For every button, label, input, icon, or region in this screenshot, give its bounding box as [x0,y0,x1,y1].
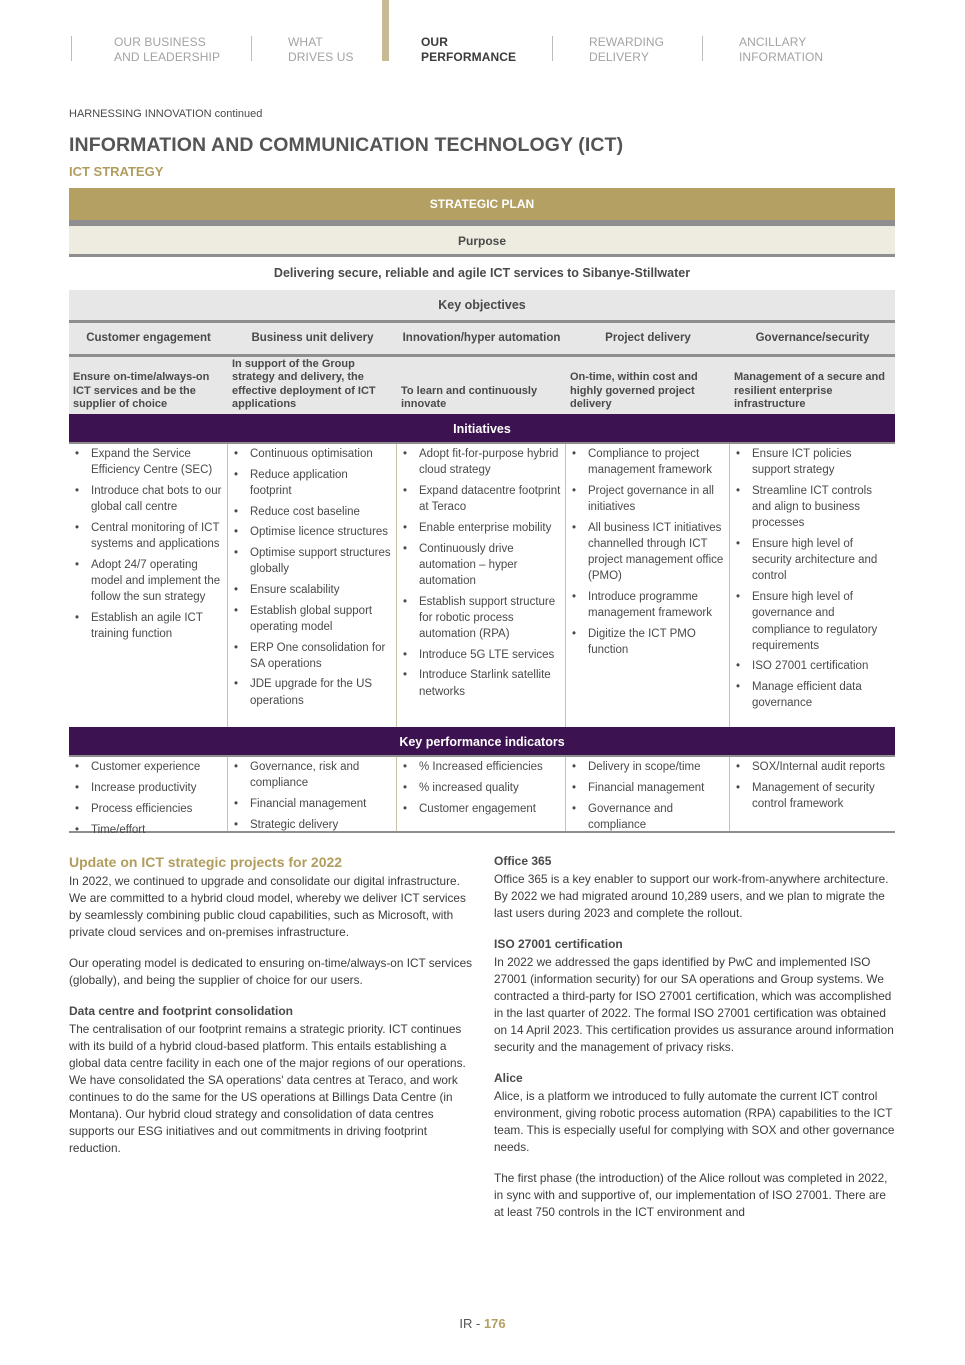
list-item: • Expand the Service Efficiency Centre (SEC) [73,446,223,478]
list-item: • Expand datacentre footprint at Teraco [401,483,561,515]
initiatives-row [69,444,895,727]
strategic-plan-table [69,188,895,836]
section-kicker: HARNESSING INNOVATION continued [69,108,263,120]
list-item: • Optimise licence structures [232,524,392,540]
nav-divider [552,36,553,61]
list-item: • % increased quality [401,780,561,796]
key-objectives-header: Key objectives [69,290,895,323]
page-footer [0,1316,965,1331]
list-item: • Central monitoring of ICT systems and applications [73,520,223,552]
nav-ancillary-information[interactable] [739,35,823,65]
list-item: • All business ICT initiatives channelled through ICT project management office (PMO) [570,520,725,585]
list-item: • Introduce chat bots to our global call centre [73,483,223,515]
list-item: • Adopt fit-for-purpose hybrid cloud strategy [401,446,561,478]
list-item: • Process efficiencies [73,801,223,817]
objective-cell: Ensure on-time/always-on ICT services and be the supplier of choice [73,371,210,411]
nav-label: INFORMATION [739,50,824,64]
nav-label: WHAT [288,35,323,49]
nav-label: REWARDING [589,35,665,49]
paragraph: Alice, is a platform we introduced to fully automate the current ICT control environment, giving robotic process automation (RPA) capabilities to the ICT team. This is especially useful for complying with SOX and other governance needs. [494,1089,895,1154]
initiatives-header: Initiatives [69,414,895,444]
right-column [494,853,898,1235]
kpi-row [69,757,895,836]
list-item: • Optimise support structures globally [232,545,392,577]
column-header: Business unit delivery [251,332,374,344]
list-item: • Ensure ICT policies support strategy [734,446,891,478]
list-item: • Establish an agile ICT training function [73,610,223,642]
subsection-heading: Office 365 [494,854,552,868]
list-item: • Customer experience [73,759,223,775]
list-item: • JDE upgrade for the US operations [232,676,392,708]
column-header: Governance/security [755,332,870,344]
list-item: • Reduce application footprint [232,467,392,499]
nav-divider [251,36,252,61]
list-item: • Management of security control framework [734,780,891,812]
kpi-header: Key performance indicators [69,727,895,757]
objective-cell: To learn and continuously innovate [401,384,538,411]
list-item: • Continuously drive automation – hyper automation [401,541,561,590]
list-item: • Governance and compliance [570,801,725,833]
section-nav [0,0,965,70]
initiatives-cell [566,444,730,727]
nav-label: OUR [421,35,448,49]
list-item: • Ensure high level of security architecture and control [734,536,891,585]
initiatives-cell [730,444,895,727]
page-subtitle: ICT STRATEGY [69,164,164,179]
list-item: • ERP One consolidation for SA operations [232,640,392,672]
page-title: INFORMATION AND COMMUNICATION TECHNOLOGY (ICT) [69,134,624,156]
nav-label: ANCILLARY [739,35,807,49]
list-item: • Compliance to project management framework [570,446,725,478]
list-item: • Time/effort [73,822,223,838]
nav-label: PERFORMANCE [421,50,517,64]
nav-label: DRIVES US [288,50,354,64]
nav-our-performance[interactable] [421,35,516,65]
list-item: • Continuous optimisation [232,446,392,462]
subsection-heading: Data centre and footprint consolidation [69,1004,294,1018]
initiatives-cell [69,444,228,727]
subsection-heading: Alice [494,1071,523,1085]
list-item: • Manage efficient data governance [734,679,891,711]
footer-prefix: IR - [459,1316,484,1331]
list-item: • Governance, risk and compliance [232,759,392,791]
list-item: • Introduce 5G LTE services [401,647,561,663]
objectives-row [69,357,895,414]
list-item: • Financial management [570,780,725,796]
nav-our-business[interactable] [114,35,220,65]
list-item: • Adopt 24/7 operating model and implement the follow the sun strategy [73,557,223,606]
kpi-cell [228,757,397,831]
nav-label: AND LEADERSHIP [114,50,221,64]
nav-divider [71,36,72,61]
list-item: • Ensure high level of governance and compliance to regulatory requirements [734,589,891,654]
paragraph: Our operating model is dedicated to ensuring on-time/always-on ICT services (globally), and being the supplier of choice for our users. [69,956,473,987]
kpi-cell [730,757,895,831]
nav-label: OUR BUSINESS [114,35,206,49]
strategic-plan-header: STRATEGIC PLAN [69,188,895,226]
list-item: • Project governance in all initiatives [570,483,725,515]
paragraph: In 2022, we continued to upgrade and consolidate our digital infrastructure. We are committed to a hybrid cloud model, whereby we deliver ICT services by seamlessly combining public cloud capabilities, such as Microsoft, with private cloud services and on-premises infrastructure. [69,874,466,939]
list-item: • Reduce cost baseline [232,504,392,520]
objective-columns-row [69,323,895,357]
kpi-cell [397,757,566,831]
list-item: • Financial management [232,796,392,812]
column-header: Customer engagement [86,332,211,344]
page-number: 176 [483,1316,506,1331]
list-item: • ISO 27001 certification [734,658,891,674]
list-item: • Increase productivity [73,780,223,796]
list-item: • SOX/Internal audit reports [734,759,891,775]
objective-cell: Management of a secure and resilient enterprise infrastructure [734,371,885,411]
paragraph: The first phase (the introduction) of the Alice rollout was completed in 2022, in sync with and supportive of, our implementation of ISO 27001. There are at least 750 controls in the ICT environment and [494,1171,888,1219]
objective-cell: On-time, within cost and highly governed project delivery [570,371,698,411]
list-item: • Introduce programme management framework [570,589,725,621]
paragraph: Office 365 is a key enabler to support our work-from-anywhere architecture. By 2022 we had migrated around 10,289 users, and we plan to migrate the last users during 2023 and complete the rollout. [494,872,889,920]
list-item: • Customer engagement [401,801,561,817]
list-item: • Establish support structure for robotic process automation (RPA) [401,594,561,643]
nav-divider [702,36,703,61]
list-item: • Establish global support operating model [232,603,392,635]
paragraph: The centralisation of our footprint remains a strategic priority. ICT continues with its build of a hybrid cloud-based platform. This entails establishing a global data centre facility in each one of the major regions of our operations. We have consolidated the SA operations' data centres at Teraco, and work continues to do the same for the US operations at Billings Data Centre (in Montana). Our hybrid cloud strategy and consolidation of data centres supports our ESG initiatives and out commitments in driving footprint reduction. [69,1022,466,1155]
nav-what-drives-us[interactable] [288,35,354,65]
list-item: • Streamline ICT controls and align to business processes [734,483,891,532]
column-header: Project delivery [605,332,691,344]
purpose-header: Purpose [69,226,895,257]
kpi-cell [566,757,730,831]
active-section-marker [382,0,389,61]
kpi-cell [69,757,228,836]
list-item: • Delivery in scope/time [570,759,725,775]
section-heading: Update on ICT strategic projects for 2022 [69,854,343,870]
list-item: • Ensure scalability [232,582,392,598]
nav-rewarding-delivery[interactable] [589,35,664,65]
list-item: • Strategic delivery [232,817,392,833]
list-item: • % Increased efficiencies [401,759,561,775]
left-column [69,853,475,1171]
list-item: • Enable enterprise mobility [401,520,561,536]
nav-label: DELIVERY [589,50,649,64]
list-item: • Digitize the ICT PMO function [570,626,725,658]
initiatives-cell [228,444,397,727]
purpose-text: Delivering secure, reliable and agile ICT services to Sibanye-Stillwater [69,257,895,290]
column-header: Innovation/hyper automation [402,332,561,344]
list-item: • Introduce Starlink satellite networks [401,667,561,699]
subsection-heading: ISO 27001 certification [494,937,623,951]
paragraph: In 2022 we addressed the gaps identified by PwC and implemented ISO 27001 (information security) for our SA operations and Group systems. We contracted a third-party for ISO 27001 certification, which was accomplished in the last quarter of 2022. The formal ISO 27001 certification was obtained on 14 April 2023. This certification provides us assurance around information security and the management of privacy risks. [494,955,894,1054]
initiatives-cell [397,444,566,727]
objective-cell: In support of the Group strategy and delivery, the effective deployment of ICT applications [232,357,376,411]
